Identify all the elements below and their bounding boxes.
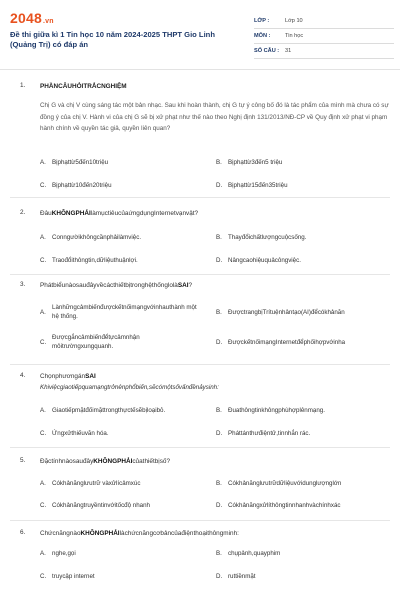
header-divider bbox=[0, 69, 400, 70]
question-text-post: làmụctiêucủaứngdụngInternetvạnvật? bbox=[90, 210, 199, 217]
option-letter: B. bbox=[216, 309, 222, 316]
option-letter: C. bbox=[40, 502, 47, 509]
option-letter: B. bbox=[216, 234, 222, 241]
option-text: Cókhảnăngxửlíthôngtinnhanhvàchínhxác bbox=[228, 502, 341, 509]
question-text bbox=[40, 281, 390, 292]
question-text-post: làchứcnăngcơbảncủađiệnthoạithôngminh: bbox=[119, 530, 239, 537]
option-text: Cókhảnăngtruyềntinvớitốcđộ nhanh bbox=[52, 502, 150, 509]
option-letter: D. bbox=[216, 573, 223, 580]
option-text: ĐượckếtnốimạngInternetđểphốihợpvớinha bbox=[228, 339, 346, 346]
question-text bbox=[40, 209, 390, 220]
option-text: Cókhảnănglưutrữdữliệuvớidunglượnglớn bbox=[228, 480, 342, 487]
question-emphasis: KHÔNGPHẢI bbox=[80, 530, 120, 537]
question-emphasis: KHÔNGPHẢI bbox=[93, 458, 133, 465]
option-letter: A. bbox=[40, 550, 46, 557]
option-letter: D. bbox=[216, 182, 223, 189]
question-number: 4. bbox=[20, 372, 26, 379]
page-header bbox=[0, 0, 400, 68]
question-passage: Chị G và chị V cùng sáng tác một bản nhạc. Sau khi hoàn thành, chị G tự ý công bố đó là tác phẩm của mình mà chưa có sự đồng ý của chị V. Hành vi của chị G sẽ bị xử phạt như thế nào theo Nghị định 131/2013/NĐ-CP về Quy định xử phạt vi phạm hành chính về quyền tác giả, quyền liên quan? bbox=[40, 102, 389, 132]
option-text: Lànhữngcảmbiếnđượckếtnốimạngvớinhauthành một hệ thống. bbox=[52, 304, 197, 320]
option-text: Pháttánthưđiệntử,tinnhắn rác. bbox=[228, 430, 311, 437]
meta-row-subject bbox=[254, 29, 394, 44]
option-text: Cókhảnănglưutrữ vàxửlícảmxúc bbox=[52, 480, 141, 487]
logo-main: 2048 bbox=[10, 10, 42, 26]
option-letter: C. bbox=[40, 339, 47, 346]
site-logo[interactable] bbox=[10, 10, 54, 26]
meta-row-count bbox=[254, 44, 394, 59]
meta-key: MÔN : bbox=[254, 33, 271, 39]
question-text bbox=[40, 457, 390, 468]
option-letter: C. bbox=[40, 573, 47, 580]
question-text-post: củathiếtbịsố? bbox=[132, 458, 171, 465]
option-letter: D. bbox=[216, 430, 223, 437]
question-text-post: ? bbox=[188, 282, 193, 289]
option-letter: B. bbox=[216, 480, 222, 487]
option-letter: C. bbox=[40, 257, 47, 264]
question-subtext: Khiviệcgiaotiếpquamạngtrởnênphổbiến,sẽcómộtsốvấnđềnảysinh: bbox=[40, 384, 219, 391]
option-text: Thayđổichấtlượngcuộcsống. bbox=[228, 234, 307, 241]
meta-row-class bbox=[254, 14, 394, 29]
option-letter: A. bbox=[40, 407, 46, 414]
document-title: Đề thi giữa kì 1 Tin học 10 năm 2024-2025 THPT Gio Linh (Quảng Trị) có đáp án bbox=[10, 30, 215, 49]
question-number: 2. bbox=[20, 209, 26, 216]
option-letter: C. bbox=[40, 430, 47, 437]
question-text-pre: Đâu bbox=[40, 210, 52, 217]
meta-value: Lớp 10 bbox=[285, 18, 303, 24]
question-text-pre: Phátbiểunàosauđâyvềcácthiếtbịtronghệthốnglolà bbox=[40, 282, 178, 289]
exam-meta bbox=[254, 14, 394, 59]
question-number: 1. bbox=[20, 82, 26, 89]
option-letter: A. bbox=[40, 480, 46, 487]
question-text-pre: Chọnphươngán bbox=[40, 373, 86, 380]
option-text: ruttiềnmặt bbox=[228, 573, 256, 580]
question-text-pre: Chứcnăngnào bbox=[40, 530, 81, 537]
option-text: Traođổithôngtin,dữliệuthuậnlợi. bbox=[52, 257, 138, 264]
option-letter: D. bbox=[216, 257, 223, 264]
question-emphasis: SAI bbox=[177, 282, 189, 289]
option-text: truycập internet bbox=[52, 573, 95, 580]
meta-key: LỚP : bbox=[254, 18, 270, 24]
option-text: Giaotiếpmặtđốimặttrongthựctếsẽbịloạibỏ. bbox=[52, 407, 166, 414]
option-text: Đuathôngtinkhôngphùhợplênmạng. bbox=[228, 407, 325, 414]
question-text bbox=[40, 372, 390, 383]
question-number: 3. bbox=[20, 281, 26, 288]
meta-value: Tin học bbox=[285, 33, 304, 39]
option-text: nghe,gọi bbox=[52, 550, 76, 557]
option-letter: D. bbox=[216, 339, 223, 346]
question-text bbox=[40, 529, 390, 540]
meta-value: 31 bbox=[285, 48, 292, 54]
question-text-pre: Đặctínhnàosauđây bbox=[40, 458, 94, 465]
question-divider bbox=[10, 364, 390, 365]
option-text: ĐượctrangbịTrítuệnhântạo(AI)đểcókhảnăn bbox=[228, 309, 345, 316]
option-text: Conngườikhôngcầnphảilàmviệc. bbox=[52, 234, 142, 241]
question-emphasis: KHÔNGPHẢI bbox=[51, 210, 91, 217]
option-letter: B. bbox=[216, 159, 222, 166]
question-number: 6. bbox=[20, 529, 26, 536]
option-text: Đượcgắncảmbiếnđểtựcảmnhận môitrườngxungquanh. bbox=[52, 334, 140, 350]
option-text: Bịphạttừ5đến10triệu bbox=[52, 159, 109, 166]
question-divider bbox=[10, 197, 390, 198]
option-letter: D. bbox=[216, 502, 223, 509]
question-divider bbox=[10, 447, 390, 448]
question-emphasis: SAI bbox=[85, 373, 96, 380]
option-letter: B. bbox=[216, 550, 222, 557]
option-text: Nângcaohiệuquảcôngviệc. bbox=[228, 257, 301, 264]
option-text: Bịphạttừ3đến5 triệu bbox=[228, 159, 283, 166]
question-number: 5. bbox=[20, 457, 26, 464]
option-text: Bịphạttừ10đến20triệu bbox=[52, 182, 112, 189]
logo-suffix: .vn bbox=[42, 18, 54, 25]
option-letter: A. bbox=[40, 159, 46, 166]
option-letter: A. bbox=[40, 234, 46, 241]
meta-key: SỐ CÂU : bbox=[254, 48, 280, 54]
option-letter: A. bbox=[40, 309, 46, 316]
option-text: Bịphạttừ15đến35triệu bbox=[228, 182, 288, 189]
section-title: PHẦNCÂUHỎITRẮCNGHIỆM bbox=[40, 83, 127, 90]
question-divider bbox=[10, 520, 390, 521]
option-text: Ứngxửthiếuvăn hóa. bbox=[52, 430, 109, 437]
option-letter: B. bbox=[216, 407, 222, 414]
question-divider bbox=[10, 274, 390, 275]
option-letter: C. bbox=[40, 182, 47, 189]
option-text: chụpảnh,quayphim bbox=[228, 550, 281, 557]
